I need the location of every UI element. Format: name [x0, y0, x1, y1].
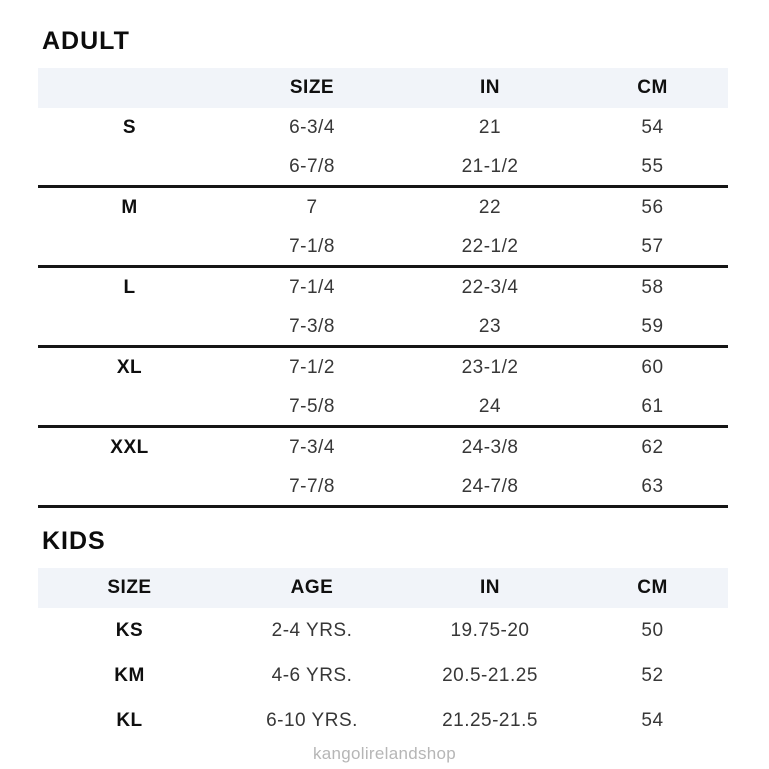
inches-cell: 22-1/2	[461, 235, 519, 257]
table-row	[38, 388, 728, 428]
kids-header-cm: CM	[637, 577, 668, 598]
size-label-cell: M	[121, 197, 138, 218]
adult-size-table	[38, 68, 728, 508]
kids-header-in: IN	[480, 577, 500, 598]
inches-cell: 24-7/8	[461, 475, 519, 497]
age-cell: 6-10 YRS.	[266, 709, 358, 731]
cm-cell: 56	[641, 197, 664, 218]
adult-section-heading: ADULT	[42, 27, 130, 55]
kids-header-age: AGE	[290, 577, 334, 598]
adult-header-in: IN	[480, 77, 500, 98]
hat-size-cell: 7-3/8	[289, 315, 335, 337]
cm-cell: 55	[641, 155, 664, 177]
size-label-cell: S	[122, 117, 137, 138]
size-label-cell: KM	[114, 664, 145, 686]
table-row	[38, 428, 728, 468]
hat-size-cell: 7-7/8	[289, 475, 335, 497]
table-row	[38, 308, 728, 348]
table-row	[38, 228, 728, 268]
hat-size-cell: 7	[306, 197, 318, 218]
cm-cell: 54	[641, 709, 664, 731]
cm-cell: 50	[641, 619, 664, 641]
kids-size-table	[38, 568, 728, 743]
inches-cell: 23-1/2	[461, 357, 519, 378]
hat-size-cell: 6-7/8	[289, 155, 335, 177]
inches-cell: 22-3/4	[461, 277, 519, 298]
hat-size-cell: 7-1/2	[289, 357, 335, 378]
kids-section-heading: KIDS	[42, 527, 106, 555]
shop-watermark: kangolirelandshop	[312, 744, 457, 763]
kids-table-header-row	[38, 568, 728, 608]
cm-cell: 60	[641, 357, 664, 378]
age-cell: 2-4 YRS.	[271, 619, 353, 641]
hat-size-cell: 6-3/4	[289, 117, 335, 138]
cm-cell: 61	[641, 395, 664, 417]
inches-cell: 21-1/2	[461, 155, 519, 177]
cm-cell: 52	[641, 664, 664, 686]
table-row	[38, 608, 728, 653]
adult-header-cm: CM	[637, 77, 668, 98]
table-row	[38, 188, 728, 228]
hat-size-cell: 7-5/8	[289, 395, 335, 417]
cm-cell: 54	[641, 117, 664, 138]
table-row	[38, 698, 728, 743]
hat-size-cell: 7-1/8	[289, 235, 335, 257]
cm-cell: 58	[641, 277, 664, 298]
size-label-cell: KS	[115, 619, 144, 641]
adult-header-size: SIZE	[289, 77, 335, 98]
table-row	[38, 348, 728, 388]
table-row	[38, 653, 728, 698]
table-row	[38, 468, 728, 508]
cm-cell: 63	[641, 475, 664, 497]
size-label-cell: KL	[116, 709, 143, 731]
inches-cell: 21	[478, 117, 502, 138]
inches-cell: 24-3/8	[461, 437, 519, 458]
size-label-cell: XXL	[110, 437, 149, 458]
kids-header-size: SIZE	[107, 577, 152, 598]
hat-size-cell: 7-1/4	[289, 277, 335, 298]
inches-cell: 22	[478, 197, 502, 218]
table-row	[38, 148, 728, 188]
hat-size-cell: 7-3/4	[289, 437, 335, 458]
cm-cell: 62	[641, 437, 664, 458]
table-row	[38, 268, 728, 308]
cm-cell: 59	[641, 315, 664, 337]
inches-cell: 19.75-20	[450, 619, 530, 641]
inches-cell: 20.5-21.25	[442, 664, 538, 686]
size-label-cell: L	[123, 277, 136, 298]
inches-cell: 23	[478, 315, 502, 337]
table-row	[38, 108, 728, 148]
size-label-cell: XL	[116, 357, 143, 378]
inches-cell: 21.25-21.5	[442, 709, 538, 731]
age-cell: 4-6 YRS.	[271, 664, 353, 686]
adult-table-header-row	[38, 68, 728, 108]
cm-cell: 57	[641, 235, 664, 257]
inches-cell: 24	[478, 395, 502, 417]
